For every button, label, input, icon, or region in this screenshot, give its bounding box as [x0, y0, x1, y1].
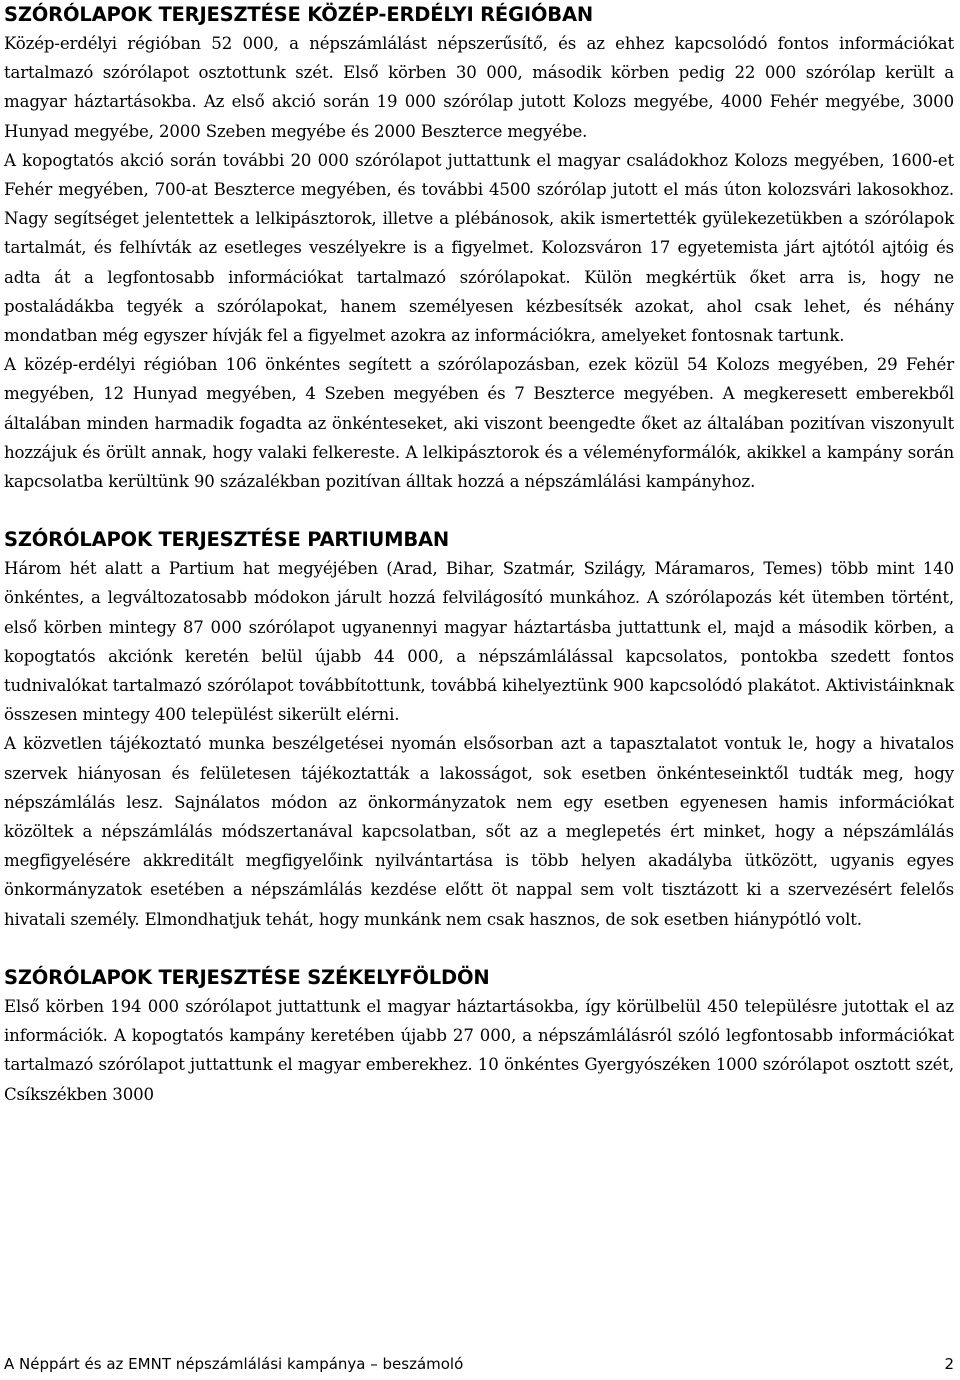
document-page [4, 0, 954, 1109]
paragraph: Közép-erdélyi régióban 52 000, a népszámlálást népszerűsítő, és az ehhez kapcsolódó fontos információkat tartalmazó szórólapot osztottunk szét. Első körben 30 000, második körben pedig 22 000 szórólap került a magyar háztartásokba. Az első akció során 19 000 szórólap jutott Kolozs megyébe, 4000 Fehér megyébe, 3000 Hunyad megyébe, 2000 Szeben megyébe és 2000 Beszterce megyébe. [4, 34, 954, 141]
paragraph: A kopogtatós akció során további 20 000 szórólapot juttattunk el magyar családokhoz Kolozs megyében, 1600-et Fehér megyében, 700-at Beszterce megyében, és további 4500 szórólap jutott el más úton kolozsvári lakosokhoz. Nagy segítséget jelentettek a lelkipásztorok, illetve a plébánosok, akik ismertették gyülekezetükben a szórólapok tartalmát, és felhívták az esetleges veszélyekre is a figyelmet. Kolozsváron 17 egyetemista járt ajtótól ajtóig és adta át a legfontosabb információkat tartalmazó szórólapokat. Külön megkértük őket arra is, hogy ne postaládákba tegyék a szórólapokat, hanem személyesen kézbesítsék azokat, ahol csak lehet, és néhány mondatban még egyszer hívják fel a figyelmet azokra az információkra, amelyeket fontosnak tartunk. [4, 150, 954, 346]
section-gap [4, 934, 954, 963]
section-title-szekelyfold: SZÓRÓLAPOK TERJESZTÉSE SZÉKELYFÖLDÖN [4, 965, 490, 989]
paragraph: A közép-erdélyi régióban 106 önkéntes segített a szórólapozásban, ezek közül 54 Kolozs megyében, 29 Fehér megyében, 12 Hunyad megyében, 4 Szeben megyében és 7 Beszterce megyében. A megkeresett emberekből általában minden harmadik fogadta az önkénteseket, aki viszont beengedte őket az általában pozitívan viszonyult hozzájuk és örült annak, hogy valaki felkereste. A lelkipásztorok és a véleményformálók, akikkel a kampány során kapcsolatba kerültünk 90 százalékban pozitívan álltak hozzá a népszámlálási kampányhoz. [4, 355, 954, 492]
paragraph: A közvetlen tájékoztató munka beszélgetései nyomán elsősorban azt a tapasztalatot vontuk le, hogy a hivatalos szervek hiányosan és felületesen tájékoztatták a lakosságot, sok esetben önkénteseinktől tudták meg, hogy népszámlálás lesz. Sajnálatos módon az önkormányzatok nem egy esetben egyenesen hamis információkat közöltek a népszámlálás módszertanával kapcsolatban, sőt az a meglepetés ért minket, hogy a népszámlálás megfigyelésére akkreditált megfigyelőink nyilvántartása is több helyen akadályba ütközött, ugyanis egyes önkormányzatok esetében a népszámlálás kezdése előtt öt nappal sem volt tisztázott ki a szervezésért felelős hivatali személy. Elmondhatjuk tehát, hogy munkánk nem csak hasznos, de sok esetben hiánypótló volt. [4, 734, 954, 929]
paragraph: Három hét alatt a Partium hat megyéjében (Arad, Bihar, Szatmár, Szilágy, Máramaros, Temes) több mint 140 önkéntes, a legváltozatosabb módokon járult hozzá felvilágosító munkához. A szórólapozás két ütemben történt, első körben mintegy 87 000 szórólapot ugyanennyi magyar háztartásba juttattunk el, majd a második körben, a kopogtatós akciónk keretén belül újabb 44 000, a népszámlálással kapcsolatos, pontokba szedett fontos tudnivalókat tartalmazó szórólapot továbbítottunk, továbbá kihelyeztünk 900 kapcsolódó plakátot. Aktivistáinknak összesen mintegy 400 települést sikerült elérni. [4, 559, 954, 725]
section-title-partium: SZÓRÓLAPOK TERJESZTÉSE PARTIUMBAN [4, 528, 450, 552]
page-footer [4, 1354, 954, 1374]
footer-text: A Néppárt és az EMNT népszámlálási kampánya – beszámoló [4, 1355, 464, 1373]
section-title-kozep-erdely: SZÓRÓLAPOK TERJESZTÉSE KÖZÉP-ERDÉLYI RÉGIÓBAN [4, 3, 593, 26]
section-gap [4, 496, 954, 525]
paragraph: Első körben 194 000 szórólapot juttattunk el magyar háztartásokba, így körülbelül 450 településre jutottak el az információk. A kopogtatós kampány keretében újabb 27 000, a népszámlálásról szóló legfontosabb információkat tartalmazó szórólapot juttattunk el magyar emberekhez. 10 önkéntes Gyergyószéken 1000 szórólapot osztott szét, Csíkszékben 3000 [4, 996, 954, 1104]
page-number: 2 [944, 1355, 954, 1373]
